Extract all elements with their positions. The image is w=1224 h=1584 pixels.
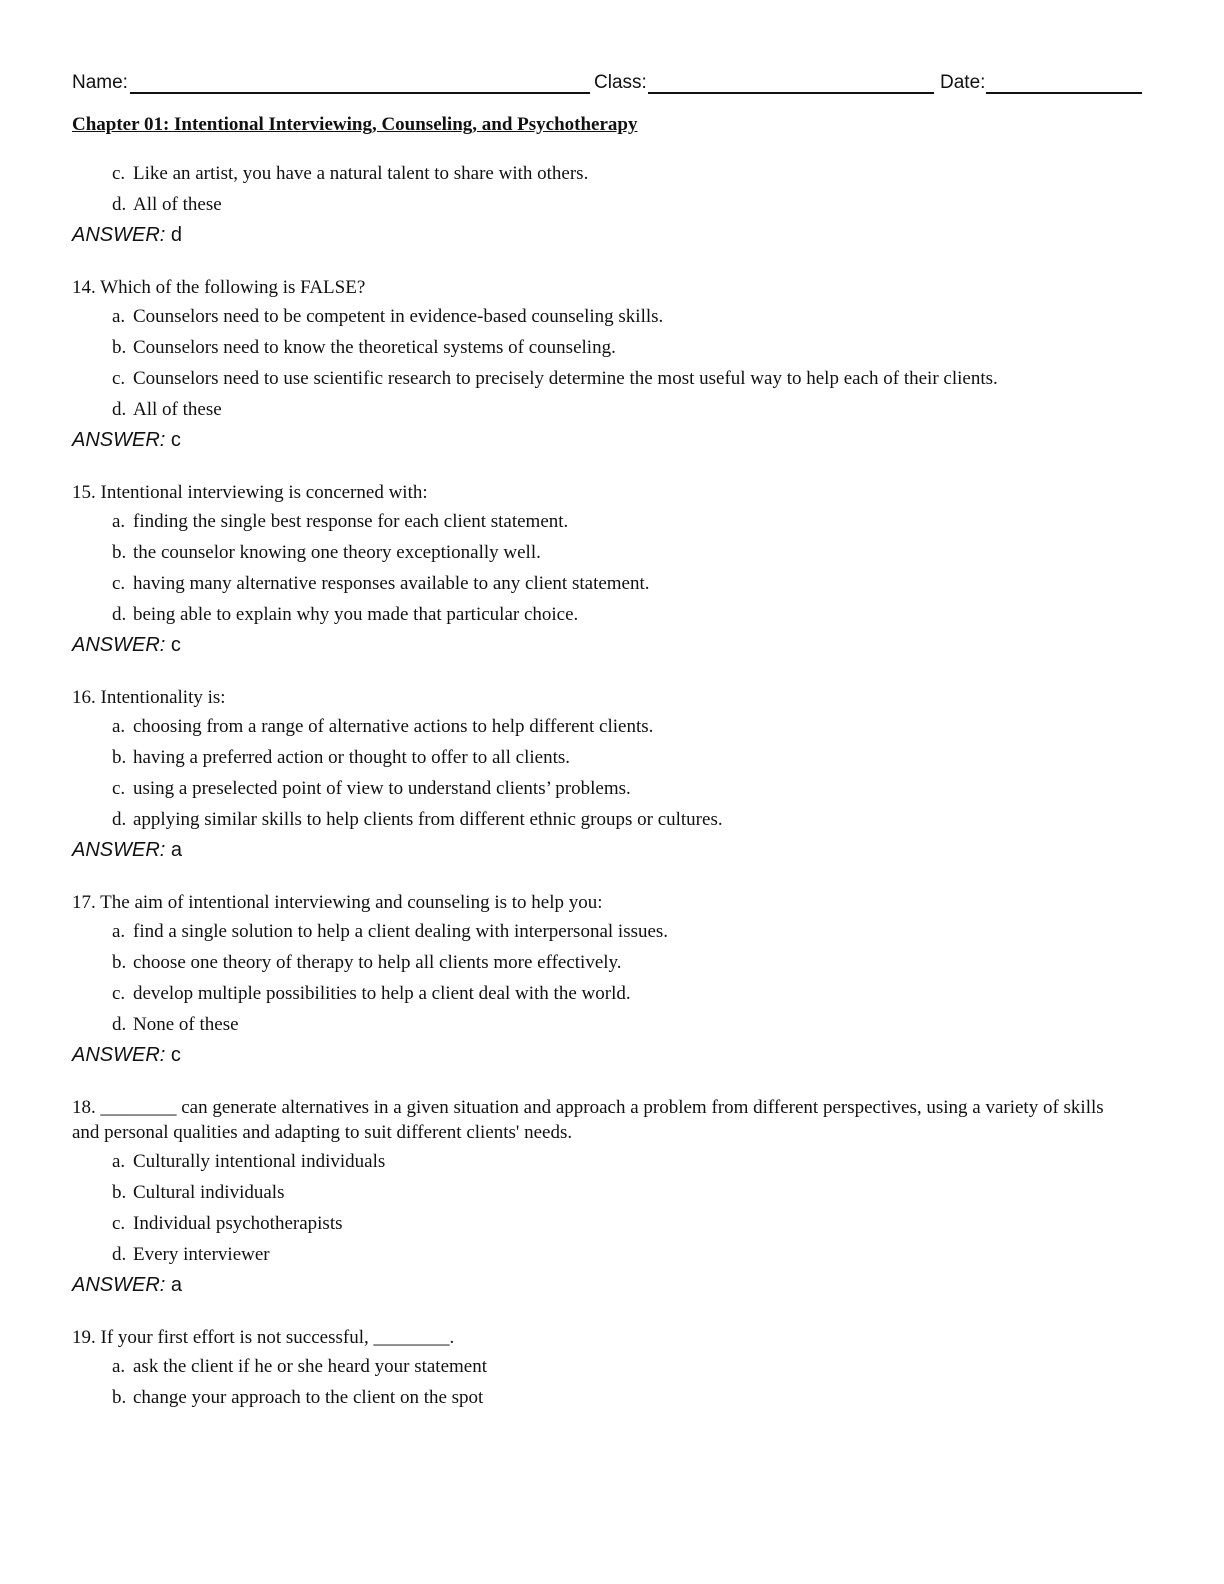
- answer-value: d: [170, 224, 183, 246]
- choice-text: Counselors need to be competent in evidence-based counseling skills.: [133, 306, 664, 327]
- date-field-line: [986, 92, 1142, 94]
- answer-choice: [112, 397, 1152, 428]
- question-number: 19.: [72, 1327, 96, 1348]
- answer-choice: [112, 745, 1152, 776]
- question-number: 15.: [72, 482, 96, 503]
- choice-text: Culturally intentional individuals: [133, 1151, 386, 1172]
- choice-letter: a.: [112, 716, 126, 737]
- answer-value: c: [170, 429, 181, 451]
- answer-choice: [112, 1385, 1152, 1416]
- answer-choice: [112, 1012, 1152, 1043]
- question-18: [72, 1095, 1152, 1299]
- answer-choice: [112, 1211, 1152, 1242]
- question-text: The aim of intentional interviewing and counseling is to help you:: [100, 892, 603, 913]
- choice-text: All of these: [133, 399, 222, 420]
- answer-line: [72, 1043, 1152, 1069]
- answer-choice: [112, 714, 1152, 745]
- question-stem: [72, 890, 1152, 915]
- question-15: [72, 480, 1152, 659]
- answer-value: a: [170, 1274, 183, 1296]
- choice-letter: b.: [112, 1182, 127, 1203]
- answer-choice: [112, 1242, 1152, 1273]
- choice-letter: b.: [112, 952, 127, 973]
- answer-choice: [112, 1180, 1152, 1211]
- questions-content: [72, 161, 1152, 1416]
- choice-text: having many alternative responses available to any client statement.: [133, 573, 650, 594]
- choice-text: Like an artist, you have a natural talent to share with others.: [133, 163, 589, 184]
- name-field-line: [130, 92, 590, 94]
- choice-text: choose one theory of therapy to help all clients more effectively.: [133, 952, 622, 973]
- choice-text: None of these: [133, 1014, 239, 1035]
- question-text: Intentional interviewing is concerned with:: [100, 482, 428, 503]
- question-17: [72, 890, 1152, 1069]
- answer-label: ANSWER:: [72, 634, 166, 656]
- answer-choice: [112, 1149, 1152, 1180]
- question-19: [72, 1325, 1152, 1416]
- answer-choice: [112, 919, 1152, 950]
- choice-letter: d.: [112, 809, 127, 830]
- choice-letter: a.: [112, 921, 126, 942]
- class-field-line: [648, 92, 934, 94]
- answer-line: [72, 633, 1152, 659]
- choice-text: ask the client if he or she heard your statement: [133, 1356, 488, 1377]
- answer-choice: [112, 571, 1152, 602]
- answer-choice: [112, 304, 1152, 335]
- answer-line: [72, 1273, 1152, 1299]
- question-number: 16.: [72, 687, 96, 708]
- answer-choice: [112, 950, 1152, 981]
- choice-text: change your approach to the client on the spot: [133, 1387, 484, 1408]
- answer-choice: [112, 509, 1152, 540]
- choice-text: Counselors need to know the theoretical systems of counseling.: [133, 337, 616, 358]
- choice-letter: d.: [112, 1014, 127, 1035]
- choice-letter: c.: [112, 1213, 126, 1234]
- question-16: [72, 685, 1152, 864]
- answer-value: c: [170, 1044, 181, 1066]
- choice-text: applying similar skills to help clients from different ethnic groups or cultures.: [133, 809, 723, 830]
- question-number: 14.: [72, 277, 96, 298]
- question-stem: [72, 275, 1152, 300]
- answer-choice: [112, 335, 1152, 366]
- continued-question: [72, 161, 1152, 249]
- choice-text: Counselors need to use scientific research to precisely determine the most useful way to help each of their clients.: [133, 368, 998, 389]
- answer-choice: [112, 1354, 1152, 1385]
- answer-choice: [112, 807, 1152, 838]
- question-text: Intentionality is:: [100, 687, 226, 708]
- answer-label: ANSWER:: [72, 1044, 166, 1066]
- choice-letter: a.: [112, 1356, 126, 1377]
- answer-label: ANSWER:: [72, 1274, 166, 1296]
- date-label: Date:: [940, 72, 986, 93]
- choice-letter: c.: [112, 573, 126, 594]
- answer-value: a: [170, 839, 183, 861]
- choice-letter: d.: [112, 194, 127, 215]
- choice-letter: a.: [112, 511, 126, 532]
- choice-letter: c.: [112, 983, 126, 1004]
- class-label: Class:: [594, 72, 647, 93]
- choice-letter: b.: [112, 337, 127, 358]
- choice-letter: a.: [112, 306, 126, 327]
- answer-choice: [112, 776, 1152, 807]
- choice-text: using a preselected point of view to understand clients’ problems.: [133, 778, 631, 799]
- answer-choice: [112, 161, 1152, 192]
- question-stem: [72, 480, 1152, 505]
- choice-text: having a preferred action or thought to offer to all clients.: [133, 747, 571, 768]
- answer-choice: [112, 602, 1152, 633]
- choice-text: Individual psychotherapists: [133, 1213, 343, 1234]
- answer-label: ANSWER:: [72, 224, 166, 246]
- answer-choice: [112, 366, 1152, 391]
- choice-letter: b.: [112, 747, 127, 768]
- answer-choice: [112, 540, 1152, 571]
- answer-label: ANSWER:: [72, 429, 166, 451]
- choice-letter: c.: [112, 163, 126, 184]
- chapter-title: Chapter 01: Intentional Interviewing, Counseling, and Psychotherapy: [72, 114, 638, 135]
- choice-letter: a.: [112, 1151, 126, 1172]
- student-info-header: [72, 70, 1144, 100]
- choice-text: All of these: [133, 194, 222, 215]
- question-text: Which of the following is FALSE?: [100, 277, 366, 298]
- question-stem: [72, 1325, 1152, 1350]
- choice-text: being able to explain why you made that particular choice.: [133, 604, 579, 625]
- question-number: 17.: [72, 892, 96, 913]
- choice-letter: d.: [112, 1244, 127, 1265]
- question-number: 18.: [72, 1097, 96, 1118]
- answer-value: c: [170, 634, 181, 656]
- choice-letter: c.: [112, 778, 126, 799]
- answer-label: ANSWER:: [72, 839, 166, 861]
- answer-choice: [112, 192, 1152, 223]
- question-text: If your first effort is not successful, ________.: [100, 1327, 455, 1348]
- question-text: ________ can generate alternatives in a given situation and approach a problem from different perspectives, using a variety of skills and personal qualities and adapting to suit different clients' needs.: [72, 1097, 1104, 1143]
- answer-line: [72, 428, 1152, 454]
- answer-line: [72, 223, 1152, 249]
- choice-text: finding the single best response for each client statement.: [133, 511, 569, 532]
- choice-text: find a single solution to help a client dealing with interpersonal issues.: [133, 921, 669, 942]
- question-stem: [72, 1095, 1152, 1145]
- name-label: Name:: [72, 72, 128, 93]
- question-stem: [72, 685, 1152, 710]
- question-14: [72, 275, 1152, 454]
- choice-text: choosing from a range of alternative actions to help different clients.: [133, 716, 654, 737]
- choice-text: develop multiple possibilities to help a client deal with the world.: [133, 983, 631, 1004]
- choice-letter: b.: [112, 542, 127, 563]
- answer-choice: [112, 981, 1152, 1012]
- choice-letter: b.: [112, 1387, 127, 1408]
- answer-line: [72, 838, 1152, 864]
- choice-letter: d.: [112, 604, 127, 625]
- choice-letter: d.: [112, 399, 127, 420]
- choice-text: Cultural individuals: [133, 1182, 285, 1203]
- choice-letter: c.: [112, 368, 126, 389]
- choice-text: the counselor knowing one theory exceptionally well.: [133, 542, 541, 563]
- choice-text: Every interviewer: [133, 1244, 270, 1265]
